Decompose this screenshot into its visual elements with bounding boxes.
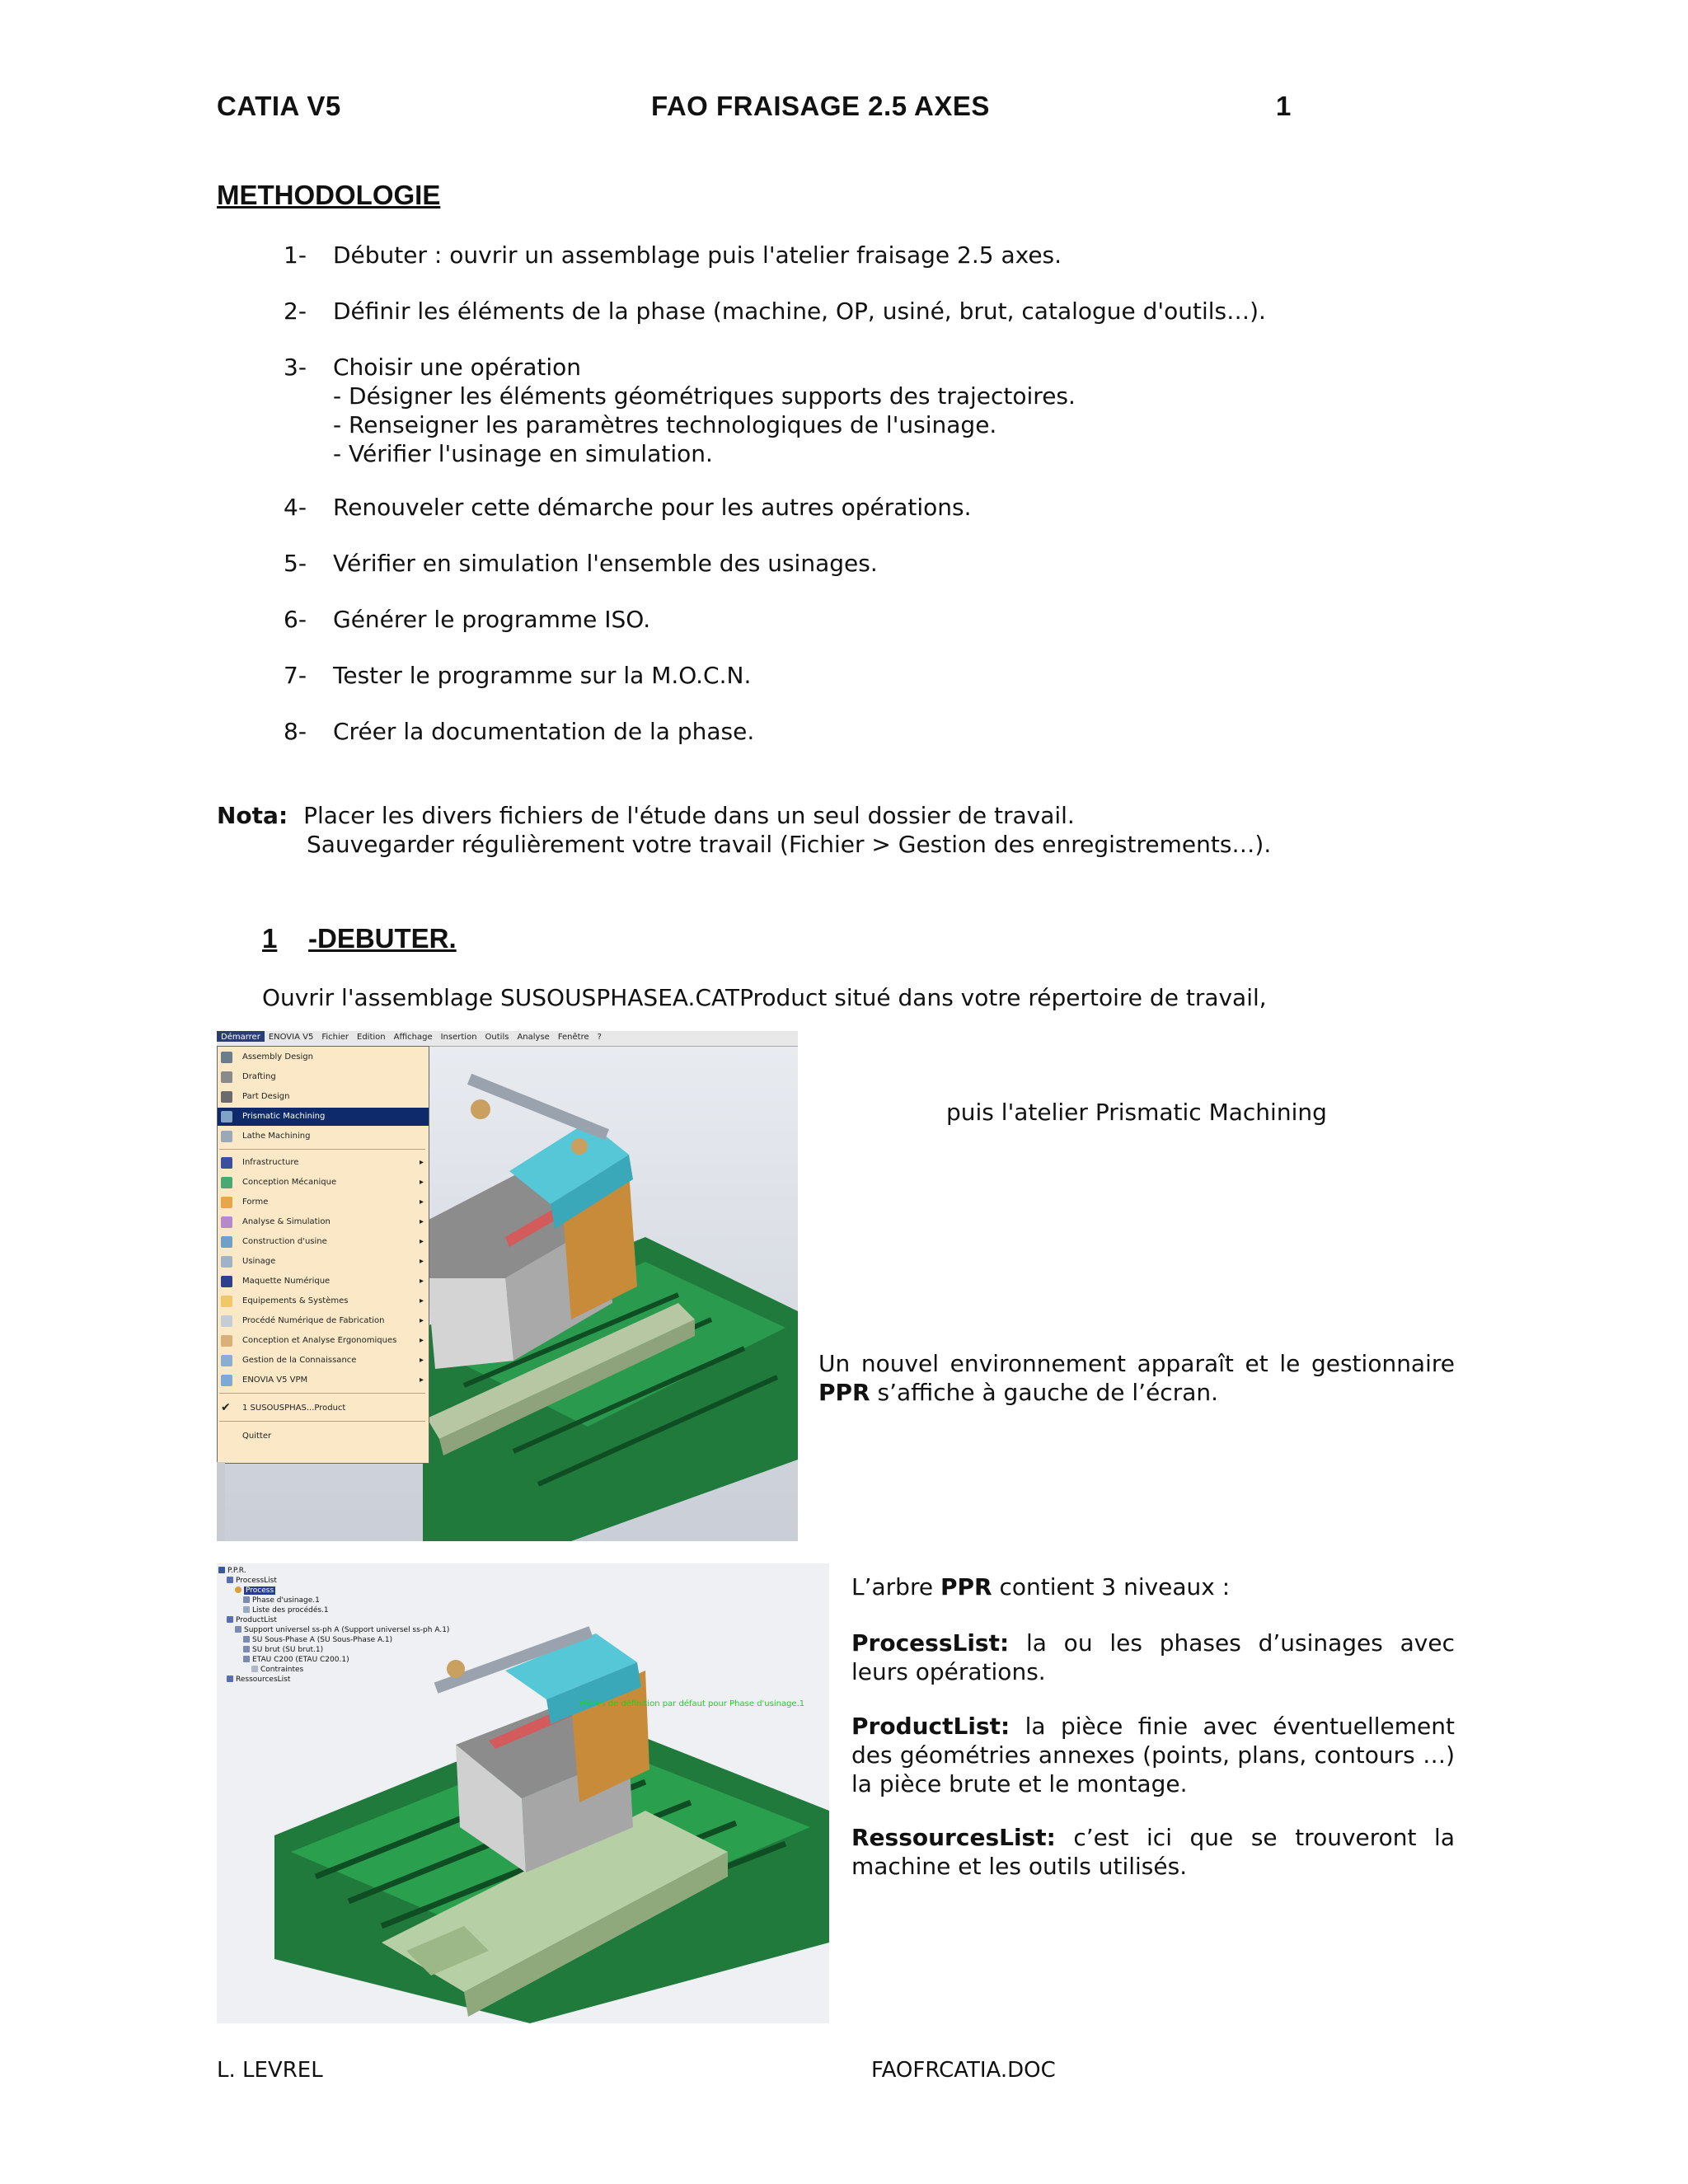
product-icon [243,1656,250,1662]
tree-node-su-sous-phase[interactable] [243,1636,392,1645]
menu-item-conception-ergonomique[interactable] [218,1332,429,1350]
submenu-arrow-icon: ▸ [419,1336,424,1345]
menu-bar [217,1031,798,1047]
tree-node-contraintes[interactable] [251,1666,303,1675]
menu-item-label: Procédé Numérique de Fabrication [242,1316,385,1325]
menu-help[interactable]: ? [597,1033,602,1042]
start-menu-dropdown [217,1046,429,1464]
method-item-4 [284,493,1437,523]
nota-line-1 [217,801,1075,830]
method-item-text [333,353,1076,468]
tree-node-productlist[interactable] [227,1616,277,1625]
menu-item-prismatic-machining[interactable] [218,1108,429,1126]
menu-item-label: Infrastructure [242,1158,299,1167]
forme-icon [221,1197,232,1208]
tree-node-liste-procedes[interactable] [243,1606,329,1615]
procede-numerique-icon [221,1315,232,1327]
method-item-text: Définir les éléments de la phase (machine, OP, usiné, brut, catalogue d'outils…). [333,298,1266,325]
enovia-vpm-icon [221,1375,232,1386]
method-item-8 [284,717,1437,747]
methodology-title: METHODOLOGIE [217,180,441,210]
menu-item-conception-mecanique[interactable] [218,1174,429,1192]
method-item-number: 7- [284,662,307,689]
caption-workbench: puis l'atelier Prismatic Machining [946,1099,1327,1126]
menu-item-enovia-vpm[interactable] [218,1371,429,1390]
footer-filename: FAOFRCATIA.DOC [871,2058,1056,2083]
env-bold: PPR [818,1379,870,1406]
analyse-simulation-icon [221,1216,232,1228]
menu-demarrer[interactable]: Démarrer [217,1031,265,1042]
submenu-arrow-icon: ▸ [419,1316,424,1325]
menu-fenetre[interactable]: Fenêtre [557,1033,589,1042]
menu-item-label: Part Design [242,1092,290,1101]
method-item-1 [284,241,1437,270]
menu-edition[interactable]: Edition [357,1033,386,1042]
resources-text: c’est ici que se trouveront la machine et les outils utilisés. [851,1824,1455,1880]
tree-intro-text: L’arbre [851,1573,940,1601]
tree-node-label: ProductList [236,1616,277,1624]
tree-node-support-universel[interactable] [235,1626,449,1635]
method-item-number: 5- [284,550,307,577]
toolbar-strip [217,1462,225,1541]
section-number: 1 [262,923,278,954]
nota-text-2: Sauvegarder régulièrement votre travail (Fichier > Gestion des enregistrements…). [307,831,1272,858]
method-item-number: 2- [284,298,307,325]
menu-item-recent-file[interactable] [218,1399,429,1418]
tree-node-label: ProcessList [236,1577,277,1585]
tree-node-ppr[interactable] [218,1567,246,1576]
tree-node-process[interactable] [235,1586,275,1596]
menu-item-label: Prismatic Machining [242,1112,326,1121]
submenu-arrow-icon: ▸ [419,1197,424,1207]
menu-fichier[interactable]: Fichier [321,1033,349,1042]
menu-item-equipements-systemes[interactable] [218,1292,429,1310]
method-item-text: Vérifier en simulation l'ensemble des usinages. [333,550,878,577]
productlist-text: la pièce finie avec éventuellement des géométries annexes (points, plans, contours …) la pièce brute et le montage. [851,1713,1455,1797]
env-text-2: s’affiche à gauche de l’écran. [870,1379,1219,1406]
tree-node-label: Contraintes [260,1666,304,1674]
menu-item-label: Usinage [242,1257,276,1266]
menu-separator [219,1393,425,1394]
menu-outils[interactable]: Outils [485,1033,509,1042]
tree-node-label: SU brut (SU brut.1) [252,1646,324,1654]
footer-author: L. LEVREL [217,2058,323,2083]
menu-item-drafting[interactable] [218,1068,429,1086]
tree-node-label: SU Sous-Phase A (SU Sous-Phase A.1) [252,1636,393,1644]
method-item-text: Débuter : ouvrir un assemblage puis l'atelier fraisage 2.5 axes. [333,241,1062,269]
assembly-design-icon [221,1052,232,1063]
processlist-paragraph [851,1629,1455,1686]
submenu-arrow-icon: ▸ [419,1356,424,1365]
menu-item-label: Lathe Machining [242,1132,311,1141]
menu-item-procede-numerique[interactable] [218,1312,429,1330]
menu-item-construction-usine[interactable] [218,1233,429,1251]
menu-item-label: Conception et Analyse Ergonomiques [242,1336,397,1345]
menu-item-label: Gestion de la Connaissance [242,1356,357,1365]
nota-label: Nota: [217,802,288,829]
ppr-icon [218,1567,225,1573]
method-item-text: Renouveler cette démarche pour les autres opérations. [333,494,972,521]
env-text-1: Un nouvel environnement apparaît et le gestionnaire [818,1350,1455,1377]
tree-node-phase-usinage[interactable] [243,1596,320,1605]
menu-separator [219,1421,425,1422]
method-item-number: 6- [284,606,307,633]
tree-node-label: ETAU C200 (ETAU C200.1) [252,1656,349,1664]
tree-node-label: RessourcesList [236,1675,291,1684]
tree-intro-bold: PPR [940,1573,992,1601]
menu-item-label: Quitter [242,1432,272,1441]
menu-item-infrastructure[interactable] [218,1154,429,1172]
default-parts-label: Pièces de définition par défaut pour Phase d'usinage.1 [579,1699,805,1708]
screenshot-ppr-tree [217,1563,829,2023]
method-item-text: Créer la documentation de la phase. [333,718,755,745]
tree-node-label: Process [246,1586,274,1595]
phase-icon [243,1596,250,1603]
menu-item-lathe-machining[interactable] [218,1127,429,1146]
screenshot-start-menu [217,1031,798,1541]
menu-item-label: Construction d'usine [242,1237,327,1246]
menu-item-maquette-numerique[interactable] [218,1272,429,1291]
method-item-3 [284,353,1437,468]
header-page-number: 1 [1276,91,1292,121]
method-item-number: 8- [284,718,307,745]
menu-item-label: Assembly Design [242,1052,313,1062]
submenu-arrow-icon: ▸ [419,1257,424,1266]
usinage-icon [221,1256,232,1268]
tree-node-ressourceslist[interactable] [227,1675,290,1685]
tree-node-etau[interactable] [243,1656,349,1665]
resources-label: RessourcesList: [851,1824,1056,1851]
resources-list-icon [227,1675,233,1682]
menu-item-label: Conception Mécanique [242,1178,337,1187]
section-title: -DEBUTER. [308,923,457,954]
gestion-connaissance-icon [221,1355,232,1366]
menu-item-quitter[interactable] [218,1427,429,1446]
menu-insertion[interactable]: Insertion [440,1033,477,1042]
menu-item-label: Equipements & Systèmes [242,1296,349,1305]
method-item-main: Choisir une opération [333,354,582,381]
method-item-text: Tester le programme sur la M.O.C.N. [333,662,752,689]
menu-item-label: Maquette Numérique [242,1277,331,1286]
tree-node-su-brut[interactable] [243,1646,323,1655]
ergonomie-icon [221,1335,232,1347]
env-paragraph [818,1349,1455,1407]
tree-node-label: Liste des procédés.1 [252,1606,329,1615]
menu-item-assembly-design[interactable] [218,1048,429,1066]
submenu-arrow-icon: ▸ [419,1296,424,1305]
menu-item-forme[interactable] [218,1193,429,1212]
productlist-label: ProductList: [851,1713,1010,1740]
construction-usine-icon [221,1236,232,1248]
procedure-list-icon [243,1606,250,1613]
lathe-machining-icon [221,1131,232,1142]
part-design-icon [221,1091,232,1103]
header-title: FAO FRAISAGE 2.5 AXES [651,91,990,121]
prismatic-machining-icon [221,1111,232,1122]
method-item-number: 4- [284,494,307,521]
method-item-5 [284,549,1437,579]
checkmark-icon: ✔ [221,1401,231,1414]
method-item-number: 1- [284,241,307,269]
maquette-numerique-icon [221,1276,232,1287]
method-subitem: - Désigner les éléments géométriques supports des trajectoires. [333,382,1076,410]
section-intro: Ouvrir l'assemblage SUSOUSPHASEA.CATProduct situé dans votre répertoire de travail, [262,984,1267,1011]
tree-intro [851,1572,1230,1601]
product-icon [243,1636,250,1643]
processlist-label: ProcessList: [851,1629,1010,1657]
product-list-icon [227,1616,233,1623]
menu-item-gestion-connaissance[interactable] [218,1352,429,1370]
conception-mecanique-icon [221,1177,232,1188]
resources-paragraph [851,1823,1455,1881]
tree-node-label: P.P.R. [227,1567,246,1575]
menu-item-part-design[interactable] [218,1088,429,1106]
submenu-arrow-icon: ▸ [419,1237,424,1246]
menu-affichage[interactable]: Affichage [393,1033,433,1042]
submenu-arrow-icon: ▸ [419,1178,424,1187]
menu-item-label: Forme [242,1197,269,1207]
menu-analyse[interactable]: Analyse [517,1033,550,1042]
method-subitem: - Renseigner les paramètres technologiques de l'usinage. [333,411,997,438]
method-item-2 [284,297,1437,326]
submenu-arrow-icon: ▸ [419,1217,424,1226]
constraints-icon [251,1666,258,1672]
productlist-paragraph [851,1712,1455,1798]
product-icon [243,1646,250,1652]
drafting-icon [221,1071,232,1083]
submenu-arrow-icon: ▸ [419,1158,424,1167]
process-list-icon [227,1577,233,1583]
method-item-7 [284,661,1437,691]
tree-node-label: Phase d'usinage.1 [252,1596,320,1605]
tree-node-processlist[interactable] [227,1577,277,1586]
menu-item-label: ENOVIA V5 VPM [242,1376,308,1385]
submenu-arrow-icon: ▸ [419,1376,424,1385]
menu-item-analyse-simulation[interactable] [218,1213,429,1231]
method-item-6 [284,605,1437,635]
process-icon [235,1586,241,1593]
method-subitem: - Vérifier l'usinage en simulation. [333,440,713,467]
product-icon [235,1626,241,1633]
menu-item-usinage[interactable] [218,1253,429,1271]
submenu-arrow-icon: ▸ [419,1277,424,1286]
method-item-text: Générer le programme ISO. [333,606,651,633]
infrastructure-icon [221,1157,232,1169]
header-left: CATIA V5 [217,91,341,121]
menu-item-label: 1 SUSOUSPHAS...Product [242,1404,346,1413]
menu-item-label: Drafting [242,1072,276,1081]
tree-node-label: Support universel ss-ph A (Support universel ss-ph A.1) [244,1626,450,1634]
equipements-systemes-icon [221,1296,232,1307]
processlist-text: la ou les phases d’usinages avec leurs opérations. [851,1629,1455,1685]
nota-text-1: Placer les divers fichiers de l'étude dans un seul dossier de travail. [303,802,1075,829]
menu-item-label: Analyse & Simulation [242,1217,331,1226]
menu-separator [219,1149,425,1150]
tree-intro-text-2: contient 3 niveaux : [992,1573,1231,1601]
menu-enovia[interactable]: ENOVIA V5 [268,1033,314,1042]
method-item-number: 3- [284,354,307,381]
